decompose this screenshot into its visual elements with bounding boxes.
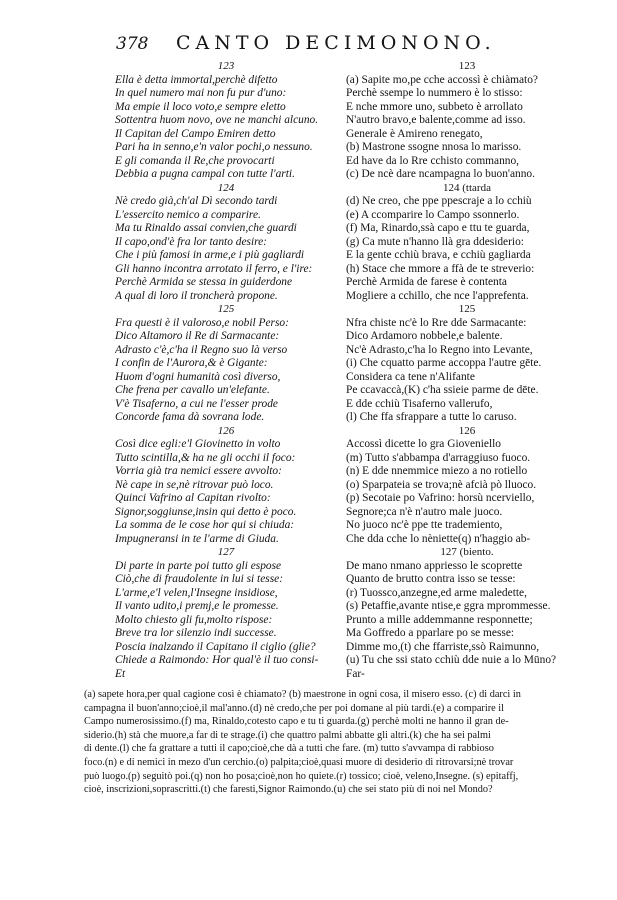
- verse-line: Quanto de brutto contra isso se tesse:: [346, 573, 516, 585]
- verse-line: Molto chiesto gli fu,molto rispose:: [115, 613, 273, 626]
- verse-line: (e) A ccomparire lo Campo ssonnerlo.: [346, 208, 520, 221]
- verse-line: (m) Tutto s'abbampa d'arraggiuso fuoco.: [346, 451, 531, 464]
- verse-line: Perchè ssempe lo nummero è lo stisso:: [346, 87, 523, 99]
- verse-line: (f) Ma, Rinardo,ssà capo e ttu te guarda,: [346, 222, 530, 234]
- stanza-number: 123: [458, 60, 476, 72]
- verse-line: Vorria già tra nemici essere avvolto:: [115, 465, 282, 477]
- verse-line: Ma Goffredo a pparlare po se messe:: [346, 627, 515, 639]
- footnote-line: (a) sapete hora,per qual cagione così è chiamato? (b) maestrone in ogni cosa, il misero esso. (c) di darci in: [84, 689, 521, 700]
- stanza-number: 124 (ttarda: [443, 181, 491, 194]
- verse-line: Nfra chiste nc'è lo Rre dde Sarmacante:: [346, 316, 527, 329]
- neapolitan-verse-column: [346, 60, 588, 684]
- stanza-number: 125: [458, 303, 476, 315]
- verse-line: A qual di loro il troncherà propone.: [115, 289, 278, 302]
- stanza-number: 123: [217, 60, 235, 72]
- footnote-line: Campo numerosissimo.(f) ma, Rinaldo,cotesto capo e tu ti guarda.(g) perchè molti ne hanno il gran de-: [84, 716, 509, 728]
- verse-line: E dde cchiù Tisaferno vallerufo,: [346, 397, 493, 410]
- running-title: CANTO DECIMONONO.: [176, 32, 496, 54]
- page-header: [108, 30, 578, 60]
- verse-line: Signor,soggiunse,insin qui detto è poco.: [115, 505, 297, 518]
- verse-line: E nche mmore uno, subbeto è arrollato: [346, 100, 523, 113]
- footnote-line: campagna il buon'anno;cioè,il mal'anno.(d) nè credo,che per poi domane al più tardi.(e) a comparire il: [84, 702, 504, 714]
- verse-line: (a) Sapite mo,pe cche accossì è chiàmato?: [346, 73, 538, 86]
- verse-line: Pe ccavaccà,(K) c'ha ssieie parme de dēte.: [346, 384, 539, 396]
- verse-line: Che dda cche lo nèniette(q) n'haggio ab-: [346, 532, 531, 545]
- stanza-number: 127: [217, 546, 235, 558]
- page-number: 378: [116, 34, 149, 54]
- footnote-line: cioè, inscrizioni,soprascritti.(t) che faresti,Signor Raimondo.(u) che sei stato più di noi nel Mondo?: [84, 784, 493, 796]
- stanza-number: 127 (biento.: [440, 546, 494, 558]
- stanza-number: 124: [217, 181, 235, 194]
- verse-line: Et: [115, 667, 126, 680]
- verse-line: (u) Tu che ssi stato cchiù dde nuie a lo Mūno?: [346, 654, 557, 666]
- verse-line: Che i più famosi in arme,e i più gagliardi: [115, 249, 305, 261]
- stanza-number: 125: [217, 303, 235, 315]
- verse-line: L'essercito nemico a comparire.: [115, 208, 261, 221]
- verse-line: Il vanto udito,i premj,e le promesse.: [115, 600, 279, 612]
- verse-line: Concorde fama dà sovrana lode.: [115, 411, 265, 423]
- verse-line: (d) Ne creo, che ppe ppescraje a lo cchiù: [346, 195, 532, 207]
- verse-line: Ciò,che di fraudolente in lui si tesse:: [115, 573, 283, 585]
- verse-line: (r) Tuossco,anzegne,ed arme maledette,: [346, 586, 527, 599]
- verse-line: Ma tu Rinaldo assai convien,che guardi: [115, 222, 297, 234]
- verse-line: Così dice egli:e'l Giovinetto in volto: [115, 438, 281, 450]
- verse-line: Poscia inalzando il Capitano il ciglio (glie?: [115, 640, 316, 653]
- verse-line: E la gente cchiù brava, e cchiù gagliarda: [346, 249, 531, 261]
- verse-line: Di parte in parte poi tutto gli espose: [115, 559, 282, 572]
- verse-line: Ma empie il loco voto,e sempre eletto: [115, 100, 286, 113]
- verse-line: (g) Ca mute n'hanno llà gra ddesiderio:: [346, 235, 524, 248]
- verse-line: Generale è Amireno renegato,: [346, 127, 483, 140]
- verse-line: (o) Sparpateia se trova;nè afcià pò lluoco.: [346, 478, 537, 491]
- verse-line: Nè credo già,ch'al Dì secondo tardi: [115, 195, 278, 207]
- verse-line: Fra questi è il valoroso,e nobil Perso:: [115, 316, 289, 329]
- verse-line: Dico Altamoro il Re di Sarmacante:: [115, 330, 280, 342]
- stanza-number: 126: [217, 424, 235, 437]
- verse-line: La somma de le cose hor qui si chiuda:: [115, 519, 295, 531]
- verse-line: Sottentra huom novo, ove ne manchi alcuno.: [115, 114, 319, 126]
- verse-line: (s) Petaffie,avante ntise,e ggra mprommesse.: [346, 600, 551, 612]
- verse-line: Accossì dicette lo gra Gioveniello: [346, 438, 501, 450]
- footnote-line: foco.(n) e di nemici in mezo d'un cerchio.(o) palpita;cioè,quasi muore di desiderio di ritrovarsi;nè trovar: [84, 756, 514, 768]
- verse-line: Che frena per cavallo un'elefante.: [115, 384, 270, 396]
- verse-line: Huom d'ogni humanità così diverso,: [115, 370, 281, 383]
- verse-line: Ed have da lo Rre cchisto commanno,: [346, 154, 520, 167]
- verse-line: Impugneransi in te l'arme di Giuda.: [115, 532, 279, 545]
- verse-line: No juoco nc'è ppe tte trademiento,: [346, 519, 503, 531]
- verse-line: Dico Ardamoro nobbele,e balente.: [346, 330, 503, 342]
- verse-line: Segnore;ca n'è n'autro male juoco.: [346, 505, 503, 518]
- verse-line: Tutto scintilla,& ha ne gli occhi il foco:: [115, 451, 296, 464]
- footnotes: [84, 688, 604, 797]
- verse-line: N'autro bravo,e balente,comme ad isso.: [346, 114, 526, 126]
- verse-line: (b) Mastrone ssogne nnosa lo marisso.: [346, 141, 522, 153]
- verse-line: (i) Che cquatto parme accoppa l'autre gēte.: [346, 357, 542, 369]
- verse-line: (p) Secotaie po Vafrino: horsù ncerviello,: [346, 492, 535, 504]
- verse-line: Debbia a pugna campal con tutte l'arti.: [115, 168, 295, 180]
- verse-line: Adrasto c'è,c'ha il Regno suo là verso: [115, 343, 288, 356]
- verse-line: V'è Tisaferno, a cui ne l'esser prode: [115, 397, 278, 410]
- footnote-line: siderio.(h) stà che muore,a far di te strage.(i) che quattro palmi abbatte gli altri.(k) che ha sei palmi: [84, 729, 491, 741]
- stanza-number: 126: [458, 424, 476, 437]
- verse-line: Ella è detta immortal,perchè difetto: [115, 73, 278, 86]
- verse-line: (c) De ncè dare ncampagna lo buon'anno.: [346, 168, 535, 180]
- verse-line: Breve tra lor silenzio indi successe.: [115, 627, 277, 639]
- verse-line: (n) E dde nnemmice miezo a no rotiello: [346, 465, 528, 477]
- verse-line: Pari ha in senno,e'n valor pochi,o nessuno.: [115, 141, 313, 153]
- verse-line: Dimme mo,(t) che ffarriste,ssò Raimunno,: [346, 640, 540, 653]
- verse-line: Perchè Armida de farese è contenta: [346, 276, 507, 288]
- verse-line: I confin de l'Aurora,& è Gigante:: [115, 357, 268, 369]
- verse-line: In quel numero mai non fu pur d'uno:: [115, 87, 287, 99]
- verse-line: Nè cape in se,nè ritrovar può loco.: [115, 478, 274, 491]
- verse-line: Prunto a mille addemmanne responnette;: [346, 613, 533, 626]
- verse-line: Perchè Armida se stessa in guiderdone: [115, 276, 293, 288]
- verse-line: Quinci Vafrino al Capitan rivolto:: [115, 492, 271, 504]
- verse-line: (l) Che ffa sfrappare a tutte lo caruso.: [346, 411, 517, 423]
- verse-line: Nc'è Adrasto,c'ha lo Regno into Levante,: [346, 343, 533, 356]
- footnote-line: di dente.(l) che fa grattare a tutti il capo;cioè,che dà a tutti che fare. (m) tutto s'avvampa di rabbioso: [84, 743, 494, 755]
- footnote-line: può luogo.(p) seguitò poi.(q) non ho posa;cioè,non ho quiete.(r) tossico; cioè, veleno,Insegne. (s) epitaffj,: [84, 770, 519, 782]
- verse-line: De mano nmano appriesso le scoprette: [346, 559, 523, 572]
- italian-verse-column: [115, 60, 337, 684]
- verse-line: (h) Stace che mmore a ffà de te streverio:: [346, 262, 535, 275]
- verse-line: Considera ca tene n'Alifante: [346, 370, 475, 383]
- verse-line: Il capo,ond'è fra lor tanto desire:: [115, 235, 267, 248]
- verse-line: Gli hanno incontra arrotato il ferro, e l'ire:: [115, 262, 313, 275]
- verse-line: E gli comanda il Re,che provocarti: [115, 154, 275, 167]
- verse-line: Far-: [346, 667, 365, 680]
- verse-line: Mogliere a cchillo, che nce l'apprefenta.: [346, 289, 529, 302]
- verse-line: Il Capitan del Campo Emiren detto: [115, 127, 276, 140]
- verse-line: L'arme,e'l velen,l'Insegne insidiose,: [115, 586, 278, 599]
- verse-line: Chiede a Raimondo: Hor qual'è il tuo consi-: [115, 654, 319, 666]
